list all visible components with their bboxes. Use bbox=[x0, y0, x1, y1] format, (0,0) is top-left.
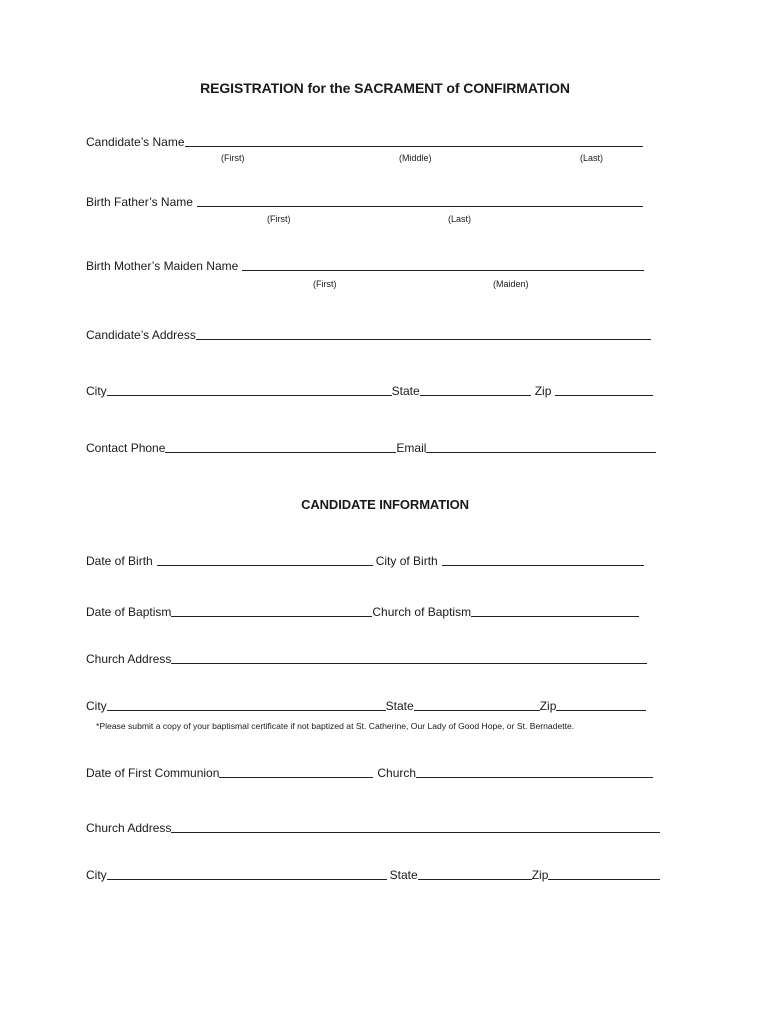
candidate-middle-hint: (Middle) bbox=[399, 153, 432, 163]
communion-state-field[interactable] bbox=[418, 867, 532, 880]
section-heading: CANDIDATE INFORMATION bbox=[301, 497, 469, 512]
father-first-hint: (First) bbox=[267, 214, 291, 224]
city-of-birth-field[interactable] bbox=[442, 553, 644, 566]
candidate-last-hint: (Last) bbox=[580, 153, 604, 163]
baptism-state-label: State bbox=[385, 699, 414, 713]
baptism-city-row bbox=[86, 697, 646, 713]
baptism-church-address-row bbox=[86, 650, 647, 666]
communion-state-label: State bbox=[389, 868, 418, 882]
baptism-row bbox=[86, 603, 639, 619]
mother-name-label: Birth Mother’s Maiden Name bbox=[86, 259, 239, 273]
communion-city-field[interactable] bbox=[107, 867, 387, 880]
mother-name-row bbox=[86, 257, 644, 273]
communion-zip-label: Zip bbox=[531, 868, 549, 882]
contact-phone-label: Contact Phone bbox=[86, 441, 166, 455]
communion-church-address-label: Church Address bbox=[86, 821, 172, 835]
candidate-name-row bbox=[86, 133, 643, 149]
communion-church-label: Church bbox=[377, 766, 417, 780]
communion-zip-field[interactable] bbox=[548, 867, 660, 880]
dob-label: Date of Birth bbox=[86, 554, 153, 568]
father-last-hint: (Last) bbox=[448, 214, 472, 224]
communion-date-field[interactable] bbox=[219, 765, 373, 778]
city-field[interactable] bbox=[107, 383, 392, 396]
baptism-church-field[interactable] bbox=[471, 604, 639, 617]
baptism-date-field[interactable] bbox=[171, 604, 372, 617]
candidate-name-label: Candidate’s Name bbox=[86, 135, 185, 149]
communion-city-row bbox=[86, 866, 660, 882]
candidate-address-row bbox=[86, 326, 651, 342]
dob-field[interactable] bbox=[157, 553, 373, 566]
contact-row bbox=[86, 439, 656, 455]
zip-field[interactable] bbox=[555, 383, 653, 396]
city-of-birth-label: City of Birth bbox=[375, 554, 438, 568]
baptism-certificate-note: *Please submit a copy of your baptismal certificate if not baptized at St. Catherine, Our Lady of Good Hope, or St. Bernadette. bbox=[96, 721, 575, 731]
candidate-city-row bbox=[86, 382, 653, 398]
candidate-first-hint: (First) bbox=[221, 153, 245, 163]
email-field[interactable] bbox=[426, 440, 656, 453]
contact-phone-field[interactable] bbox=[165, 440, 396, 453]
communion-date-label: Date of First Communion bbox=[86, 766, 220, 780]
communion-church-field[interactable] bbox=[416, 765, 653, 778]
mother-name-field[interactable] bbox=[242, 258, 644, 271]
father-name-field[interactable] bbox=[197, 194, 643, 207]
mother-maiden-hint: (Maiden) bbox=[493, 279, 529, 289]
communion-church-address-field[interactable] bbox=[171, 820, 660, 833]
father-name-row bbox=[86, 193, 643, 209]
city-label: City bbox=[86, 384, 107, 398]
candidate-address-field[interactable] bbox=[196, 327, 651, 340]
state-label: State bbox=[391, 384, 420, 398]
email-label: Email bbox=[396, 441, 427, 455]
baptism-city-field[interactable] bbox=[107, 698, 386, 711]
birth-row bbox=[86, 552, 644, 568]
zip-label: Zip bbox=[534, 384, 552, 398]
baptism-church-address-field[interactable] bbox=[171, 651, 647, 664]
baptism-city-label: City bbox=[86, 699, 107, 713]
candidate-address-label: Candidate’s Address bbox=[86, 328, 196, 342]
baptism-zip-label: Zip bbox=[539, 699, 557, 713]
communion-church-address-row bbox=[86, 819, 660, 835]
father-name-label: Birth Father’s Name bbox=[86, 195, 193, 209]
communion-city-label: City bbox=[86, 868, 107, 882]
baptism-date-label: Date of Baptism bbox=[86, 605, 172, 619]
baptism-church-label: Church of Baptism bbox=[372, 605, 472, 619]
candidate-name-field[interactable] bbox=[185, 134, 643, 147]
form-title: REGISTRATION for the SACRAMENT of CONFIRMATION bbox=[200, 80, 570, 96]
baptism-zip-field[interactable] bbox=[556, 698, 646, 711]
state-field[interactable] bbox=[420, 383, 531, 396]
mother-first-hint: (First) bbox=[313, 279, 337, 289]
communion-row bbox=[86, 764, 653, 780]
baptism-church-address-label: Church Address bbox=[86, 652, 172, 666]
baptism-state-field[interactable] bbox=[414, 698, 540, 711]
